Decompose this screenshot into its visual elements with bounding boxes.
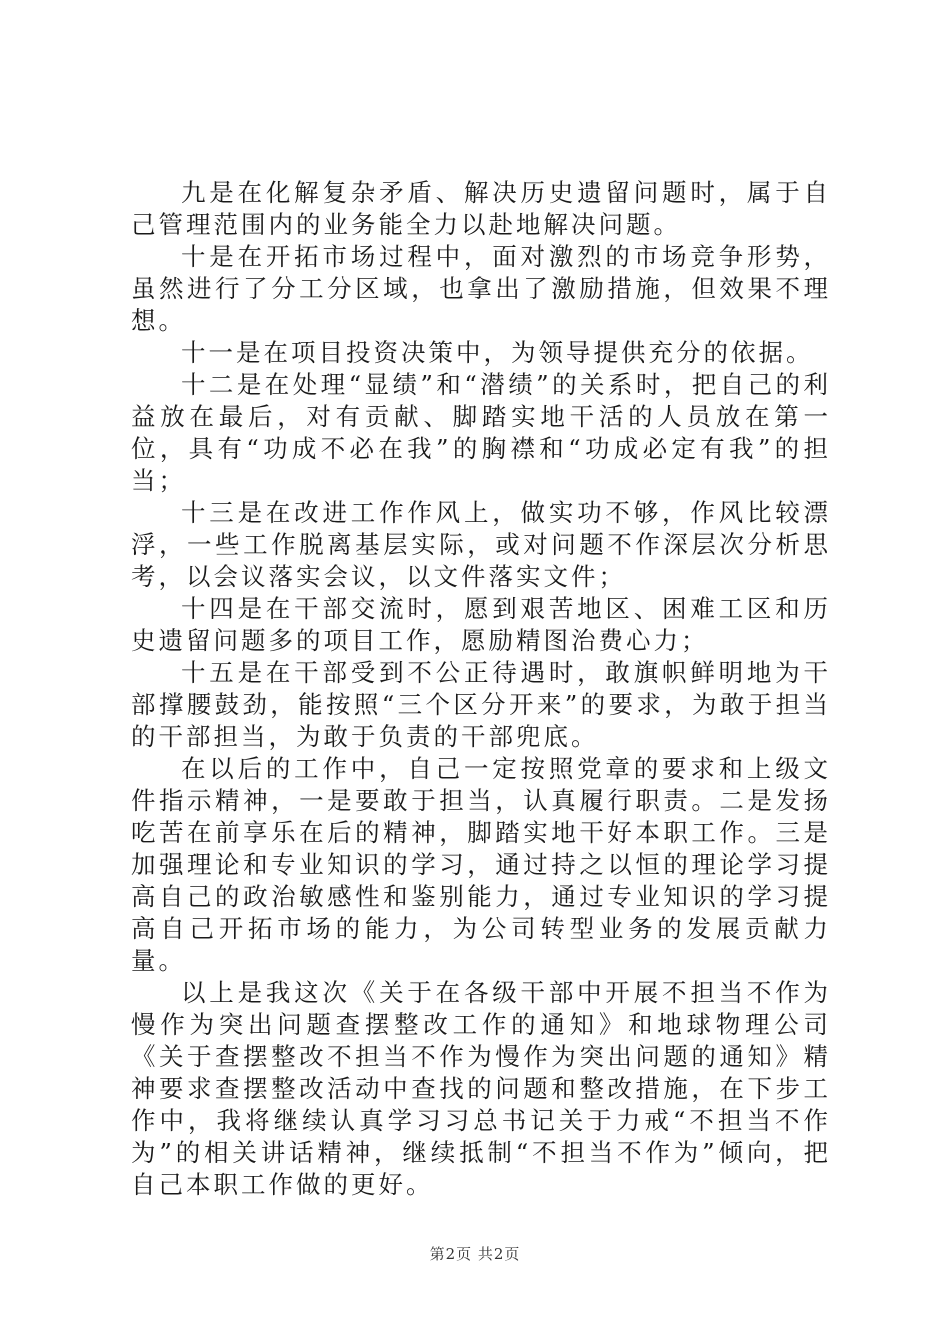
- paragraph-conclusion: 以上是我这次《关于在各级干部中开展不担当不作为慢作为突出问题查摆整改工作的通知》和地球物理公司《关于查摆整改不担当不作为慢作为突出问题的通知》精神要求查摆整改活动中查找的问题和整改措施，在下步工作中，我将继续认真学习习总书记关于力戒“不担当不作为”的相关讲话精神，继续抵制“不担当不作为”倾向，把自己本职工作做的更好。: [131, 978, 831, 1199]
- paragraph-future-work: 在以后的工作中，自己一定按照党章的要求和上级文件指示精神，一是要敢于担当，认真履行职责。二是发扬吃苦在前享乐在后的精神，脚踏实地干好本职工作。三是加强理论和专业知识的学习，通过持之以恒的理论学习提高自己的政治敏感性和鉴别能力，通过专业知识的学习提高自己开拓市场的能力，为公司转型业务的发展贡献力量。: [131, 754, 831, 975]
- paragraph-11: 十一是在项目投资决策中，为领导提供充分的依据。: [181, 338, 814, 367]
- paragraph-14: 十四是在干部交流时，愿到艰苦地区、困难工区和历史遗留问题多的项目工作，愿励精图治费心力；: [131, 594, 831, 655]
- page-number-footer: 第2页 共2页: [429, 1245, 521, 1263]
- paragraph-15: 十五是在干部受到不公正待遇时，敢旗帜鲜明地为干部撑腰鼓劲，能按照“三个区分开来”的要求，为敢于担当的干部担当，为敢于负责的干部兜底。: [131, 658, 831, 751]
- document-body: [131, 177, 831, 1201]
- paragraph-13: 十三是在改进工作作风上，做实功不够，作风比较漂浮，一些工作脱离基层实际，或对问题不作深层次分析思考，以会议落实会议，以文件落实文件；: [131, 498, 831, 591]
- paragraph-12: 十二是在处理“显绩”和“潜绩”的关系时，把自己的利益放在最后，对有贡献、脚踏实地干活的人员放在第一位，具有“功成不必在我”的胸襟和“功成必定有我”的担当；: [131, 370, 831, 495]
- paragraph-9: 九是在化解复杂矛盾、解决历史遗留问题时，属于自己管理范围内的业务能全力以赴地解决问题。: [131, 178, 831, 239]
- paragraph-10: 十是在开拓市场过程中，面对激烈的市场竞争形势，虽然进行了分工分区域，也拿出了激励措施，但效果不理想。: [131, 242, 831, 335]
